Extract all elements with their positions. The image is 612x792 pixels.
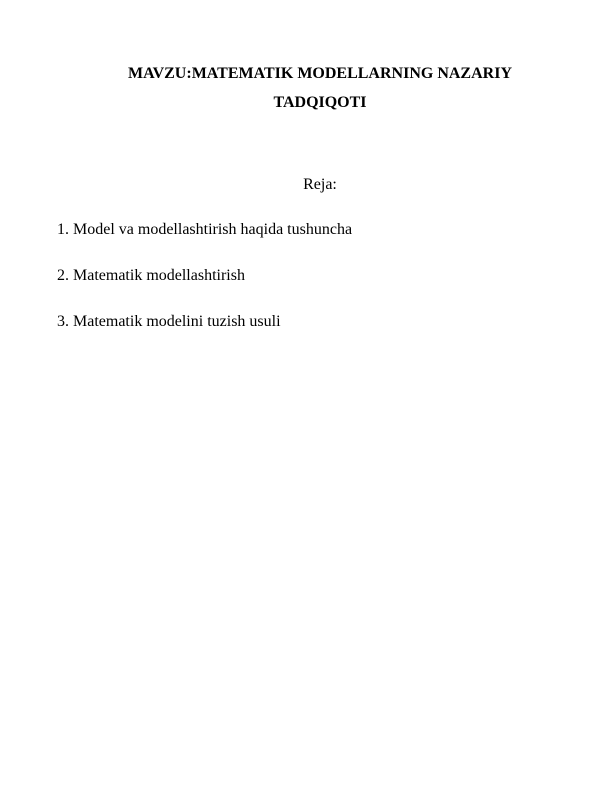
plan-item-3: 3. Matematik modelini tuzish usuli <box>57 313 281 330</box>
plan-heading: Reja: <box>303 176 337 193</box>
plan-item-1: 1. Model va modellashtirish haqida tushuncha <box>57 221 353 238</box>
plan-list <box>57 220 352 358</box>
plan-item-2: 2. Matematik modellashtirish <box>57 267 245 284</box>
document-title-line-2: TADQIQOTI <box>273 94 367 111</box>
document-title-line-1: MAVZU:MATEMATIK MODELLARNING NAZARIY <box>127 65 512 82</box>
